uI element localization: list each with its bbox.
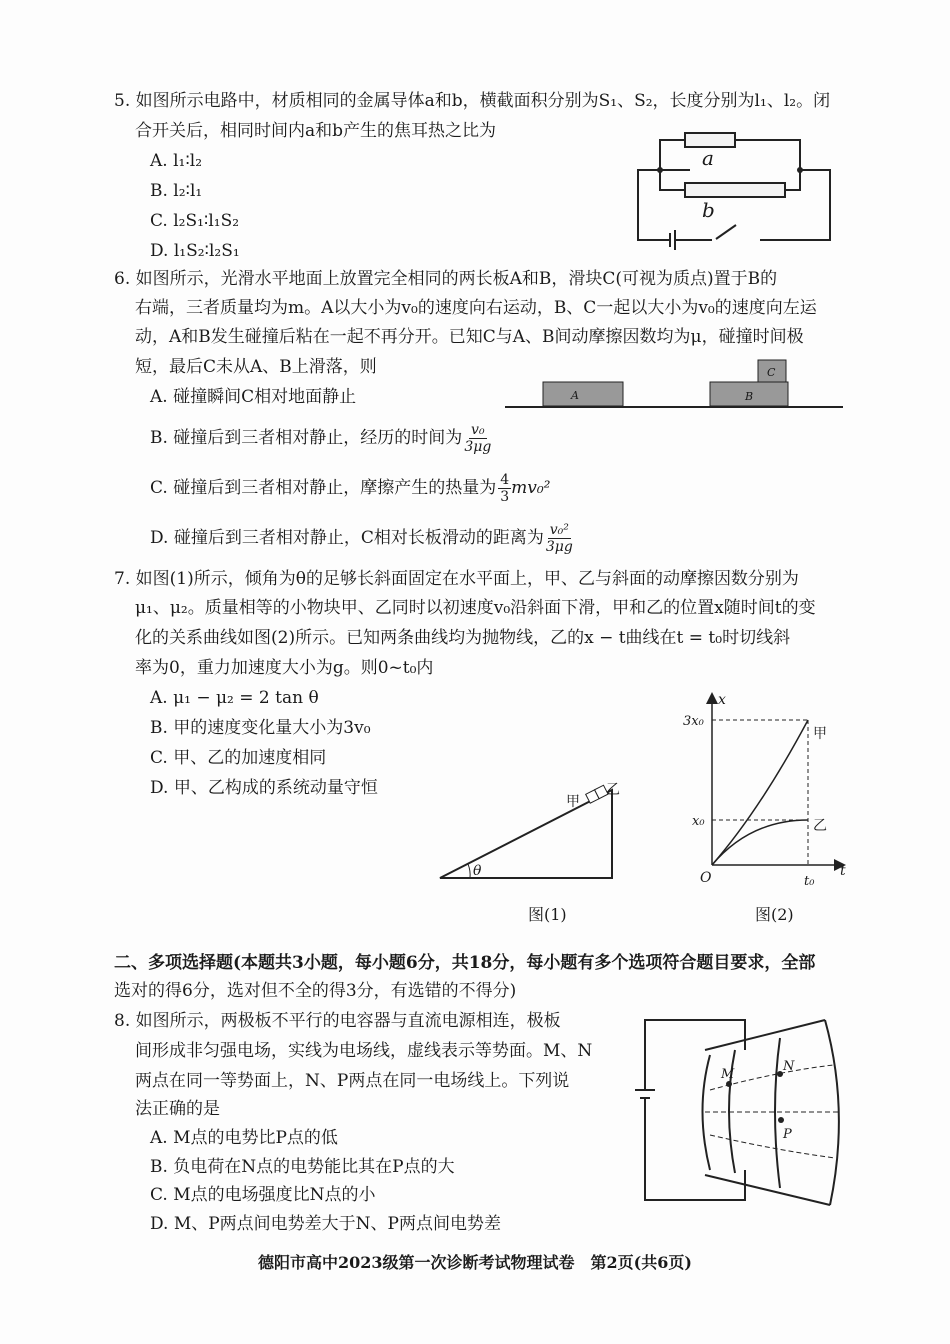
q8-capacitor-field-diagram <box>635 1010 845 1210</box>
option-text: D. 碰撞后到三者相对静止，C相对长板滑动的距离为 <box>150 528 544 548</box>
t-axis-label: t <box>840 863 846 879</box>
q7-option-d: D. 甲、乙构成的系统动量守恒 <box>150 778 378 798</box>
t0-label: t₀ <box>804 874 815 889</box>
label-A: A <box>571 389 579 402</box>
yi-label: 乙 <box>606 782 620 798</box>
jia-label: 甲 <box>566 794 580 810</box>
q7-stem-line3: 化的关系曲线如图(2)所示。已知两条曲线均为抛物线，乙的x − t曲线在t = t₀时切线斜 <box>135 628 791 648</box>
q8-option-d: D. M、P两点间电势差大于N、P两点间电势差 <box>150 1214 501 1234</box>
label-B: B <box>745 390 754 403</box>
q6-stem-line1: 6. 如图所示，光滑水平地面上放置完全相同的两长板A和B，滑块C(可视为质点)置于B的 <box>114 269 778 289</box>
theta-label: θ <box>473 863 482 879</box>
q6-option-b <box>150 422 491 455</box>
q5-option-b: B. l₂∶l₁ <box>150 181 203 201</box>
q6-option-c <box>150 472 551 505</box>
origin-label: O <box>700 870 712 886</box>
q8-stem-line1: 8. 如图所示，两极板不平行的电容器与直流电源相连，极板 <box>114 1011 561 1031</box>
q8-option-c: C. M点的电场强度比N点的小 <box>150 1185 376 1205</box>
q7-xt-graph <box>680 690 860 924</box>
q7-option-b: B. 甲的速度变化量大小为3v₀ <box>150 718 371 738</box>
q8-option-b: B. 负电荷在N点的电势能比其在P点的大 <box>150 1157 455 1177</box>
q5-option-d: D. l₁S₂∶l₂S₁ <box>150 241 240 261</box>
q5-stem-line2: 合开关后，相同时间内a和b产生的焦耳热之比为 <box>135 121 497 141</box>
q5-circuit-diagram <box>630 135 840 245</box>
q7-stem-line1: 7. 如图(1)所示，倾角为θ的足够长斜面固定在水平面上，甲、乙与斜面的动摩擦因数分别为 <box>114 569 799 589</box>
q7-option-a: A. μ₁ − μ₂ = 2 tan θ <box>150 688 319 708</box>
label-N: N <box>783 1059 795 1074</box>
label-b: b <box>702 198 715 222</box>
q6-stem-line4: 短，最后C未从A、B上滑落，则 <box>135 357 377 377</box>
page-footer: 德阳市高中2023级第一次诊断考试物理试卷 第2页(共6页) <box>258 1253 692 1272</box>
q7-stem-line4: 率为0，重力加速度大小为g。则0~t₀内 <box>135 658 434 678</box>
label-P: P <box>783 1127 792 1142</box>
expression: mv₀² <box>511 478 551 498</box>
label-C: C <box>767 366 776 379</box>
section2-heading-line1: 二、多项选择题(本题共3小题，每小题6分，共18分，每小题有多个选项符合题目要求，全部 <box>114 953 816 973</box>
q6-option-a: A. 碰撞瞬间C相对地面静止 <box>150 387 357 407</box>
q8-option-a: A. M点的电势比P点的低 <box>150 1128 338 1148</box>
yi-curve-label: 乙 <box>813 818 827 834</box>
q5-stem-line1: 5. 如图所示电路中，材质相同的金属导体a和b，横截面积分别为S₁、S₂，长度分别为l₁、l₂。闭 <box>114 91 831 111</box>
jia-curve-label: 甲 <box>813 726 827 742</box>
option-text: B. 碰撞后到三者相对静止，经历的时间为 <box>150 428 463 448</box>
section2-heading-line2: 选对的得6分，选对但不全的得3分，有选错的不得分) <box>114 981 517 1001</box>
figure-1-caption: 图(1) <box>528 905 567 924</box>
q5-option-c: C. l₂S₁∶l₁S₂ <box>150 211 240 231</box>
q7-option-c: C. 甲、乙的加速度相同 <box>150 748 327 768</box>
numerator: 4 <box>500 472 510 488</box>
q6-stem-line2: 右端，三者质量均为m。A以大小为v₀的速度向右运动，B、C一起以大小为v₀的速度向左运 <box>135 298 817 318</box>
denominator: 3μg <box>464 439 492 455</box>
q8-stem-line2: 间形成非匀强电场，实线为电场线，虚线表示等势面。M、N <box>135 1041 593 1061</box>
q8-stem-line4: 法正确的是 <box>135 1099 220 1119</box>
q6-stem-line3: 动，A和B发生碰撞后粘在一起不再分开。已知C与A、B间动摩擦因数均为μ，碰撞时间极 <box>135 327 804 347</box>
denominator: 3 <box>500 489 510 505</box>
q5-option-a: A. l₁∶l₂ <box>150 151 203 171</box>
q7-stem-line2: μ₁、μ₂。质量相等的小物块甲、乙同时以初速度v₀沿斜面下滑，甲和乙的位置x随时间t的变 <box>135 598 816 618</box>
3x0-label: 3x₀ <box>683 714 704 729</box>
figure-2-caption: 图(2) <box>755 905 794 924</box>
x0-label: x₀ <box>692 814 705 829</box>
x-axis-label: x <box>718 692 726 708</box>
denominator: 3μg <box>545 539 573 555</box>
q6-blocks-diagram <box>505 360 845 410</box>
q8-stem-line3: 两点在同一等势面上，N、P两点在同一电场线上。下列说 <box>135 1071 570 1091</box>
numerator: v₀ <box>471 422 485 438</box>
label-M: M <box>721 1067 735 1082</box>
label-a: a <box>702 146 714 170</box>
numerator: v₀² <box>549 522 569 538</box>
q6-option-d <box>150 522 573 555</box>
option-text: C. 碰撞后到三者相对静止，摩擦产生的热量为 <box>150 478 497 498</box>
q7-incline-figure <box>440 780 620 924</box>
